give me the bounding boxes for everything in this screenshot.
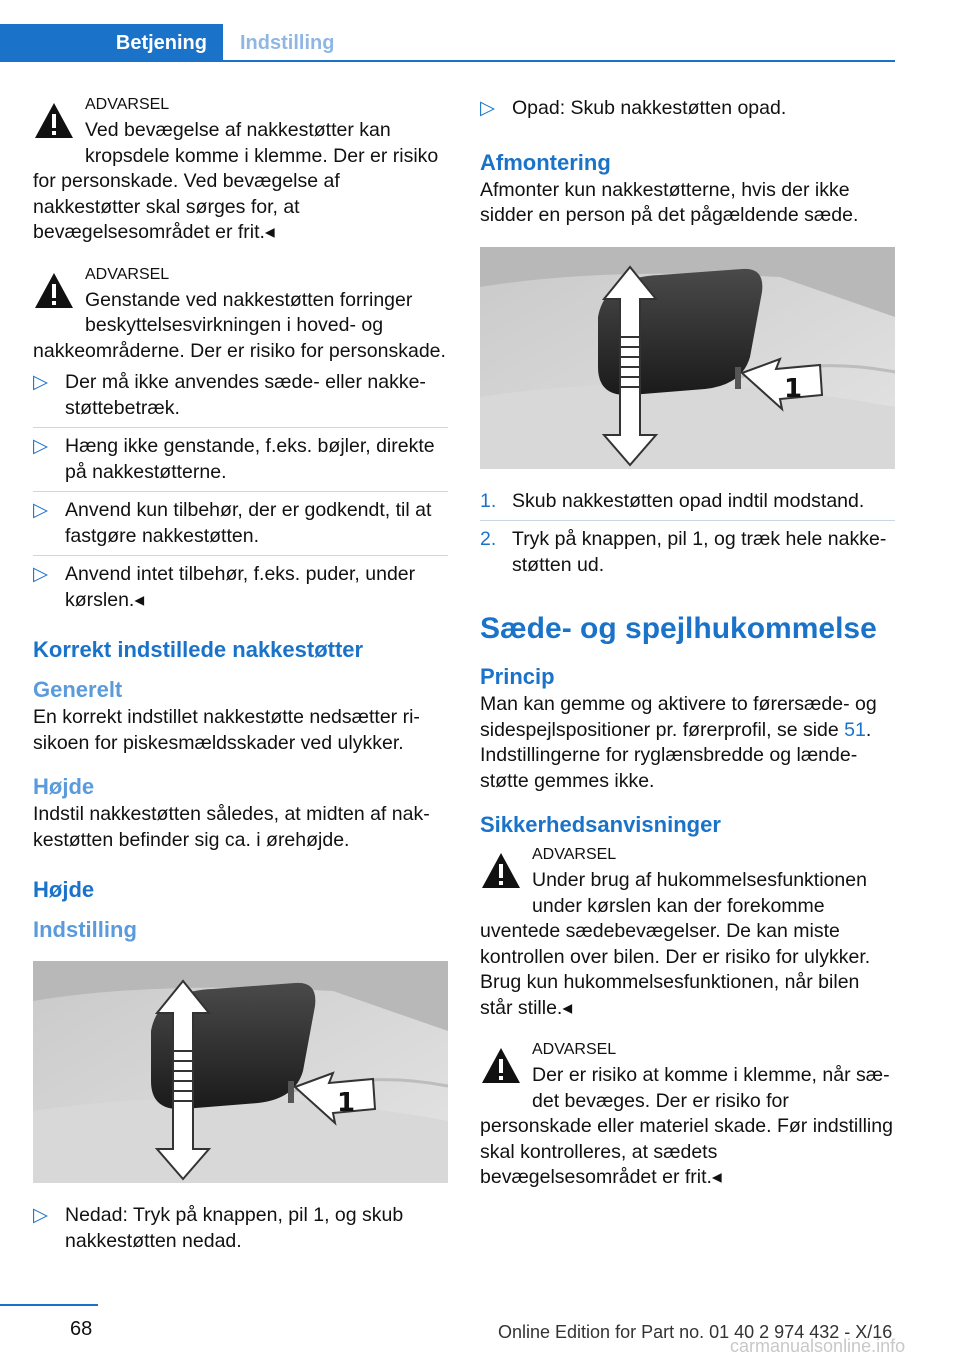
warning-title: ADVARSEL <box>532 846 617 863</box>
warning-icon <box>33 270 75 312</box>
arrow-label: 1 <box>784 373 803 404</box>
warning-text: Ved bevægelse af nakkestøtter kan kropsdele komme i klemme. Der er risiko for personskade. Ved bevægelse af nakkestøtter skal sørges for, at bevægelsesområdet er frit.◂ <box>33 119 439 243</box>
section-heading: Korrekt indstillede nakkestøtter <box>33 637 364 662</box>
subsection-heading: Indstilling <box>33 917 137 942</box>
paragraph: Afmonter kun nakkestøtterne, hvis der ikke sidder en person på det pågældende sæde. <box>480 178 859 226</box>
tab-betjening[interactable]: Betjening <box>0 24 223 60</box>
left-column <box>33 96 448 1276</box>
warning-block <box>480 1041 895 1191</box>
action-list <box>33 1203 448 1260</box>
triangle-bullet-icon: ▷ <box>33 435 48 457</box>
arrow-label: 1 <box>337 1088 356 1118</box>
warning-title: ADVARSEL <box>85 96 170 113</box>
subsection-heading: Afmontering <box>480 149 611 175</box>
triangle-bullet-icon: ▷ <box>33 499 48 521</box>
step-number: 2. <box>480 528 497 550</box>
page-header <box>0 24 895 62</box>
paragraph: Man kan gemme og aktivere to førersæde- og sidespejlspositioner pr. førerprofil, se side 51. Indstillingerne for ryglænsbredde og lændestøtte gemmes ikke. <box>480 693 877 792</box>
warning-text: Genstande ved nakkestøtten forringer beskyttelsesvirkningen i hoved- og nakkeområderne. Der er risiko for personskade. <box>33 288 446 362</box>
list-item: ▷ Hæng ikke genstande, f.eks. bøjler, direkte på nakkestøtterne. <box>33 434 448 492</box>
right-column <box>480 96 895 1211</box>
warning-title: ADVARSEL <box>85 265 170 283</box>
list-item: ▷ Opad: Skub nakkestøtten opad. <box>480 96 895 128</box>
warning-block <box>33 96 448 246</box>
header-rule <box>0 60 895 62</box>
warning-bullet-list <box>33 370 448 619</box>
step-number: 1. <box>480 489 497 512</box>
warning-title: ADVARSEL <box>532 1041 617 1058</box>
subsection-heading: Generelt <box>33 677 123 702</box>
paragraph: En korrekt indstillet nakkestøtte nedsætter risikoen for piskesmældsskader ved ulykker. <box>33 706 420 754</box>
page-link[interactable]: 51 <box>844 718 866 741</box>
triangle-bullet-icon: ▷ <box>33 371 48 393</box>
triangle-bullet-icon: ▷ <box>33 1204 48 1226</box>
page-number: 68 <box>70 1318 93 1340</box>
list-item: ▷ Anvend intet tilbehør, f.eks. puder, under kørslen.◂ <box>33 563 416 611</box>
watermark: carmanualsonline.info <box>730 1336 906 1356</box>
warning-icon <box>480 850 522 892</box>
list-item: ▷ Der må ikke anvendes sæde- eller nakkestøttebetræk. <box>33 370 448 428</box>
action-list <box>480 96 895 128</box>
headrest-illustration <box>33 961 448 1183</box>
warning-icon <box>33 100 75 142</box>
subsection-heading: Højde <box>33 774 95 799</box>
warning-text: Under brug af hukommelsesfunktionen under kørslen kan der forekomme uventede sædebevægelser. De kan miste kontrollen over bilen. Der er risiko for ulykker. Brug kun hukommelsesfunktionen, når bilen står stille.◂ <box>480 869 871 1019</box>
edition-note: Online Edition for Part no. 01 40 2 974 432 - X/16 <box>498 1322 893 1342</box>
list-item: 2. Tryk på knappen, pil 1, og træk hele nakkestøtten ud. <box>480 528 887 576</box>
subsection-heading: Sikkerhedsanvisninger <box>480 812 721 837</box>
list-item: ▷ Anvend kun tilbehør, der er godkendt, til at fastgøre nakkestøtten. <box>33 498 448 556</box>
warning-block <box>33 266 448 365</box>
paragraph: Indstil nakkestøtten således, at midten af nakkestøtten befinder sig ca. i ørehøjde. <box>33 803 430 851</box>
warning-icon <box>480 1045 522 1087</box>
triangle-bullet-icon: ▷ <box>480 97 495 119</box>
triangle-bullet-icon: ▷ <box>33 563 48 585</box>
tab-indstilling[interactable]: Indstilling <box>240 32 335 54</box>
subsection-heading: Princip <box>480 664 555 689</box>
list-item: ▷ Nedad: Tryk på knappen, pil 1, og skub nakkestøtten nedad. <box>33 1204 404 1252</box>
subsection-heading: Højde <box>33 877 95 902</box>
step-list <box>480 489 895 585</box>
chapter-heading: Sæde- og spejlhukommelse <box>480 612 877 645</box>
headrest-illustration <box>480 247 895 469</box>
list-item: 1. Skub nakkestøtten opad indtil modstand. <box>480 489 895 522</box>
warning-block <box>480 846 895 1021</box>
warning-text: Der er risiko at komme i klemme, når sædet bevæges. Der er risiko for personskade eller materiel skade. Før indstilling skal kontrolleres, at sædets bevægelsesområdet er frit.◂ <box>480 1064 893 1188</box>
footer-rule <box>0 1304 98 1306</box>
